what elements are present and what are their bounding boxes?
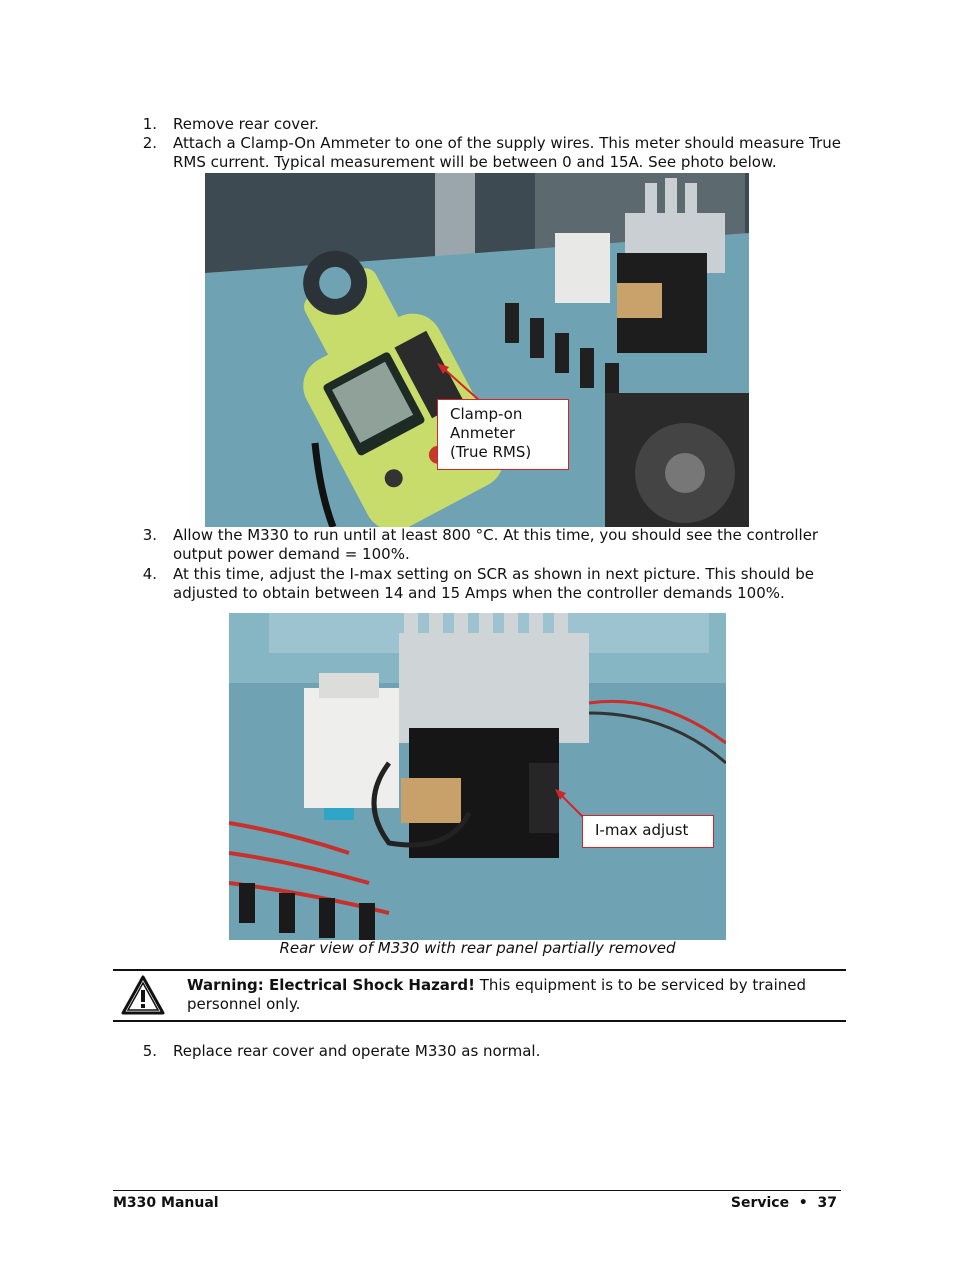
footer-left: M330 Manual bbox=[113, 1195, 219, 1211]
step-number: 3. bbox=[142, 526, 157, 544]
footer-rule bbox=[113, 1190, 841, 1191]
callout-text: I-max adjust bbox=[595, 821, 689, 839]
step-text-line-2: adjusted to obtain between 14 and 15 Amps when the controller demands 100%. bbox=[173, 584, 785, 602]
step-number: 1. bbox=[142, 115, 157, 133]
footer-right: Service • 37 bbox=[730, 1195, 837, 1211]
step-number: 4. bbox=[142, 565, 157, 583]
callout-line-2: Anmeter bbox=[450, 424, 515, 442]
warning-body: This equipment is to be serviced by trained bbox=[474, 976, 806, 994]
warning-top-rule bbox=[113, 969, 846, 971]
callout-imax-adjust bbox=[582, 815, 714, 848]
step-text: Remove rear cover. bbox=[173, 115, 319, 133]
figure-caption: Rear view of M330 with rear panel partially removed bbox=[279, 939, 676, 957]
warning-icon bbox=[120, 974, 166, 1016]
callout-line-1: Clamp-on bbox=[450, 405, 523, 423]
warning-body-line-2: personnel only. bbox=[187, 995, 301, 1013]
photo-clamp-on-ammeter bbox=[205, 173, 749, 527]
step-3 bbox=[137, 526, 857, 566]
step-2 bbox=[137, 134, 857, 174]
warning-title: Warning: Electrical Shock Hazard! bbox=[187, 976, 475, 994]
callout-clamp-on-ammeter bbox=[437, 399, 569, 470]
step-number: 2. bbox=[142, 134, 157, 152]
step-text: Replace rear cover and operate M330 as normal. bbox=[173, 1042, 541, 1060]
warning-bottom-rule bbox=[113, 1020, 846, 1022]
step-text-line-2: output power demand = 100%. bbox=[173, 545, 410, 563]
warning-text bbox=[187, 976, 837, 1014]
callout-line-3: (True RMS) bbox=[450, 443, 532, 461]
step-number: 5. bbox=[142, 1042, 157, 1060]
photo-imax-adjust bbox=[229, 613, 726, 940]
step-text-line-2: RMS current. Typical measurement will be between 0 and 15A. See photo below. bbox=[173, 153, 777, 171]
step-text-line-1: At this time, adjust the I-max setting on SCR as shown in next picture. This should be bbox=[173, 565, 814, 583]
step-text-line-1: Allow the M330 to run until at least 800 °C. At this time, you should see the controller bbox=[173, 526, 819, 544]
callout-arrow bbox=[229, 613, 726, 940]
callout-arrow bbox=[205, 173, 749, 527]
step-4 bbox=[137, 565, 857, 605]
step-text-line-1: Attach a Clamp-On Ammeter to one of the supply wires. This meter should measure True bbox=[173, 134, 842, 152]
